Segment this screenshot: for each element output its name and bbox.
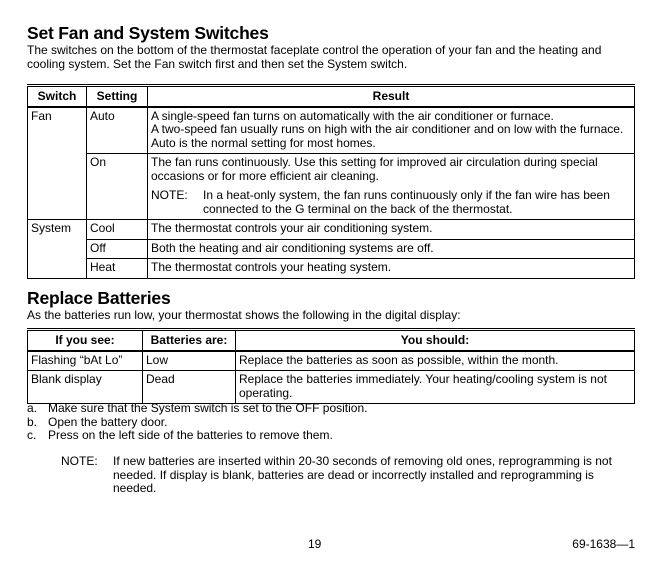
table-row [28,220,635,240]
column-header-setting: Setting [87,86,148,107]
battery-status-table [27,328,635,404]
step-text: Open the battery door. [48,414,168,429]
fan-note [151,189,631,216]
document-number: 69-1638—1 [572,537,635,551]
table-row [28,351,635,371]
result-cell-heat: The thermostat controls your heating system. [148,259,635,279]
table-header-row [28,86,635,107]
step-label: c. [27,428,37,442]
note-label: NOTE: [61,454,98,468]
display-cell: Blank display [28,371,143,404]
table-header-row [28,330,635,351]
table-row [28,107,635,154]
batteries-intro-text: As the batteries run low, your thermostat shows the following in the digital display: [27,308,461,322]
column-header-you-should: You should: [236,330,635,351]
switches-intro-text: The switches on the bottom of the thermostat faceplate control the operation of your fan and the heating and cooling system. Set the Fan switch first and then set the System switch. [27,43,602,71]
setting-cell-auto: Auto [87,107,148,154]
result-cell-on [148,154,635,220]
column-header-if-you-see: If you see: [28,330,143,351]
switch-settings-table [27,84,635,279]
battery-steps-list [27,402,635,443]
result-line: Auto is the normal setting for most homes. [151,135,376,150]
note-text: In a heat-only system, the fan runs continuously only if the fan wire has been connected to the G terminal on the back of the thermostat. [203,188,610,216]
table-row [28,259,635,279]
note-text: If new batteries are inserted within 20-30 seconds of removing old ones, reprogramming is not needed. If display is blank, batteries are dead or incorrectly installed and reprogramming is needed. [113,454,612,495]
column-header-switch: Switch [28,86,87,107]
battery-note [61,455,635,496]
action-cell: Replace the batteries immediately. Your heating/cooling system is not operating. [236,371,635,404]
table-row [28,239,635,259]
list-item [27,429,635,443]
switch-cell-fan: Fan [28,107,87,220]
result-cell-cool: The thermostat controls your air conditioning system. [148,220,635,240]
column-header-batteries-are: Batteries are: [143,330,236,351]
list-item [27,402,635,416]
result-cell-auto [148,107,635,154]
step-text: Press on the left side of the batteries to remove them. [48,428,333,442]
column-header-result: Result [148,86,635,107]
display-cell: Flashing “bAt Lo” [28,351,143,371]
result-line: A two-speed fan usually runs on high with the air conditioner and on low with the furnace. [151,122,624,136]
action-cell: Replace the batteries as soon as possible, within the month. [236,351,635,371]
result-line: A single-speed fan turns on automatically with the air conditioner or furnace. [151,108,554,123]
table-row [28,371,635,404]
battery-state-cell: Dead [143,371,236,404]
setting-cell-off: Off [87,239,148,259]
setting-cell-cool: Cool [87,220,148,240]
step-label: a. [27,401,38,415]
switch-cell-system: System [28,220,87,279]
list-item [27,416,635,430]
section-heading-batteries: Replace Batteries [27,288,171,308]
section-heading-switches: Set Fan and System Switches [27,23,269,43]
result-cell-off: Both the heating and air conditioning systems are off. [148,239,635,259]
table-row [28,154,635,220]
result-text: The fan runs continuously. Use this setting for improved air circulation during special occasions or for more efficient air cleaning. [151,155,598,183]
step-label: b. [27,414,38,429]
setting-cell-heat: Heat [87,259,148,279]
note-label: NOTE: [151,188,188,202]
setting-cell-on: On [87,154,148,220]
battery-state-cell: Low [143,351,236,371]
page-number: 19 [308,537,322,551]
step-text: Make sure that the System switch is set to the OFF position. [48,401,368,415]
